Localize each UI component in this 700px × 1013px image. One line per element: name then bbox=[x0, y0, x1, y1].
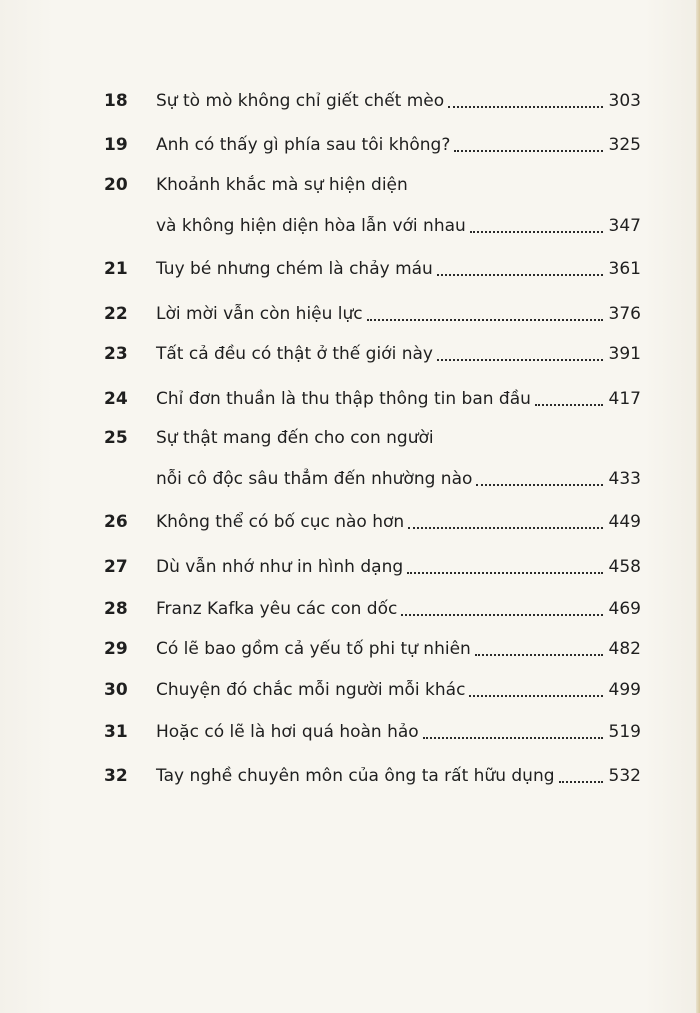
chapter-number: 32 bbox=[104, 766, 128, 786]
chapter-number: 19 bbox=[104, 135, 128, 155]
chapter-title-line: Khoảnh khắc mà sự hiện diện bbox=[156, 175, 408, 195]
page-number: 391 bbox=[608, 344, 641, 364]
chapter-number: 22 bbox=[104, 304, 128, 324]
chapter-title-line: nỗi cô độc sâu thẳm đến nhường nào bbox=[156, 469, 473, 489]
dot-leader bbox=[437, 274, 603, 276]
page-edge bbox=[696, 0, 700, 1013]
chapter-number: 27 bbox=[104, 557, 128, 577]
chapter-title-line: Dù vẫn nhớ như in hình dạng bbox=[156, 557, 404, 577]
dot-leader bbox=[448, 106, 602, 108]
dot-leader bbox=[476, 484, 602, 486]
chapter-number: 18 bbox=[104, 91, 128, 111]
chapter-title-line: Tất cả đều có thật ở thế giới này bbox=[156, 344, 433, 364]
chapter-title-line: Tuy bé nhưng chém là chảy máu bbox=[156, 259, 433, 279]
dot-leader bbox=[559, 781, 603, 783]
page-number: 417 bbox=[608, 389, 641, 409]
dot-leader bbox=[401, 614, 602, 616]
chapter-number: 20 bbox=[104, 175, 128, 195]
chapter-title-line: và không hiện diện hòa lẫn với nhau bbox=[156, 216, 466, 236]
chapter-title-line: Chuyện đó chắc mỗi người mỗi khác bbox=[156, 680, 466, 700]
page-number: 532 bbox=[608, 766, 641, 786]
chapter-number: 25 bbox=[104, 428, 128, 448]
chapter-title-line: Sự tò mò không chỉ giết chết mèo bbox=[156, 91, 445, 111]
dot-leader bbox=[408, 527, 602, 529]
page-number: 303 bbox=[608, 91, 641, 111]
dot-leader bbox=[423, 737, 603, 739]
page-number: 458 bbox=[608, 557, 641, 577]
chapter-title-line: Hoặc có lẽ là hơi quá hoàn hảo bbox=[156, 722, 419, 742]
page-number: 499 bbox=[608, 680, 641, 700]
page-number: 361 bbox=[608, 259, 641, 279]
dot-leader bbox=[437, 359, 603, 361]
chapter-title-line: Chỉ đơn thuần là thu thập thông tin ban đầu bbox=[156, 389, 531, 409]
chapter-number: 28 bbox=[104, 599, 128, 619]
dot-leader bbox=[475, 654, 603, 656]
page-number: 469 bbox=[608, 599, 641, 619]
page-number: 376 bbox=[608, 304, 641, 324]
chapter-number: 23 bbox=[104, 344, 128, 364]
chapter-title-line: Không thể có bố cục nào hơn bbox=[156, 512, 405, 532]
dot-leader bbox=[470, 231, 603, 233]
dot-leader bbox=[535, 404, 603, 406]
page-number: 347 bbox=[608, 216, 641, 236]
chapter-title-line: Tay nghề chuyên môn của ông ta rất hữu dụng bbox=[156, 766, 555, 786]
page-number: 482 bbox=[608, 639, 641, 659]
page-number: 433 bbox=[608, 469, 641, 489]
page-number: 449 bbox=[608, 512, 641, 532]
dot-leader bbox=[407, 572, 602, 574]
dot-leader bbox=[469, 695, 602, 697]
chapter-number: 24 bbox=[104, 389, 128, 409]
dot-leader bbox=[367, 319, 603, 321]
chapter-title-line: Lời mời vẫn còn hiệu lực bbox=[156, 304, 363, 324]
chapter-number: 26 bbox=[104, 512, 128, 532]
chapter-title-line: Anh có thấy gì phía sau tôi không? bbox=[156, 135, 451, 155]
chapter-number: 29 bbox=[104, 639, 128, 659]
dot-leader bbox=[454, 150, 602, 152]
chapter-number: 21 bbox=[104, 259, 128, 279]
chapter-title-line: Có lẽ bao gồm cả yếu tố phi tự nhiên bbox=[156, 639, 471, 659]
chapter-title-line: Sự thật mang đến cho con người bbox=[156, 428, 434, 448]
chapter-number: 30 bbox=[104, 680, 128, 700]
page-number: 519 bbox=[608, 722, 641, 742]
chapter-title-line: Franz Kafka yêu các con dốc bbox=[156, 599, 398, 619]
page-number: 325 bbox=[608, 135, 641, 155]
chapter-number: 31 bbox=[104, 722, 128, 742]
